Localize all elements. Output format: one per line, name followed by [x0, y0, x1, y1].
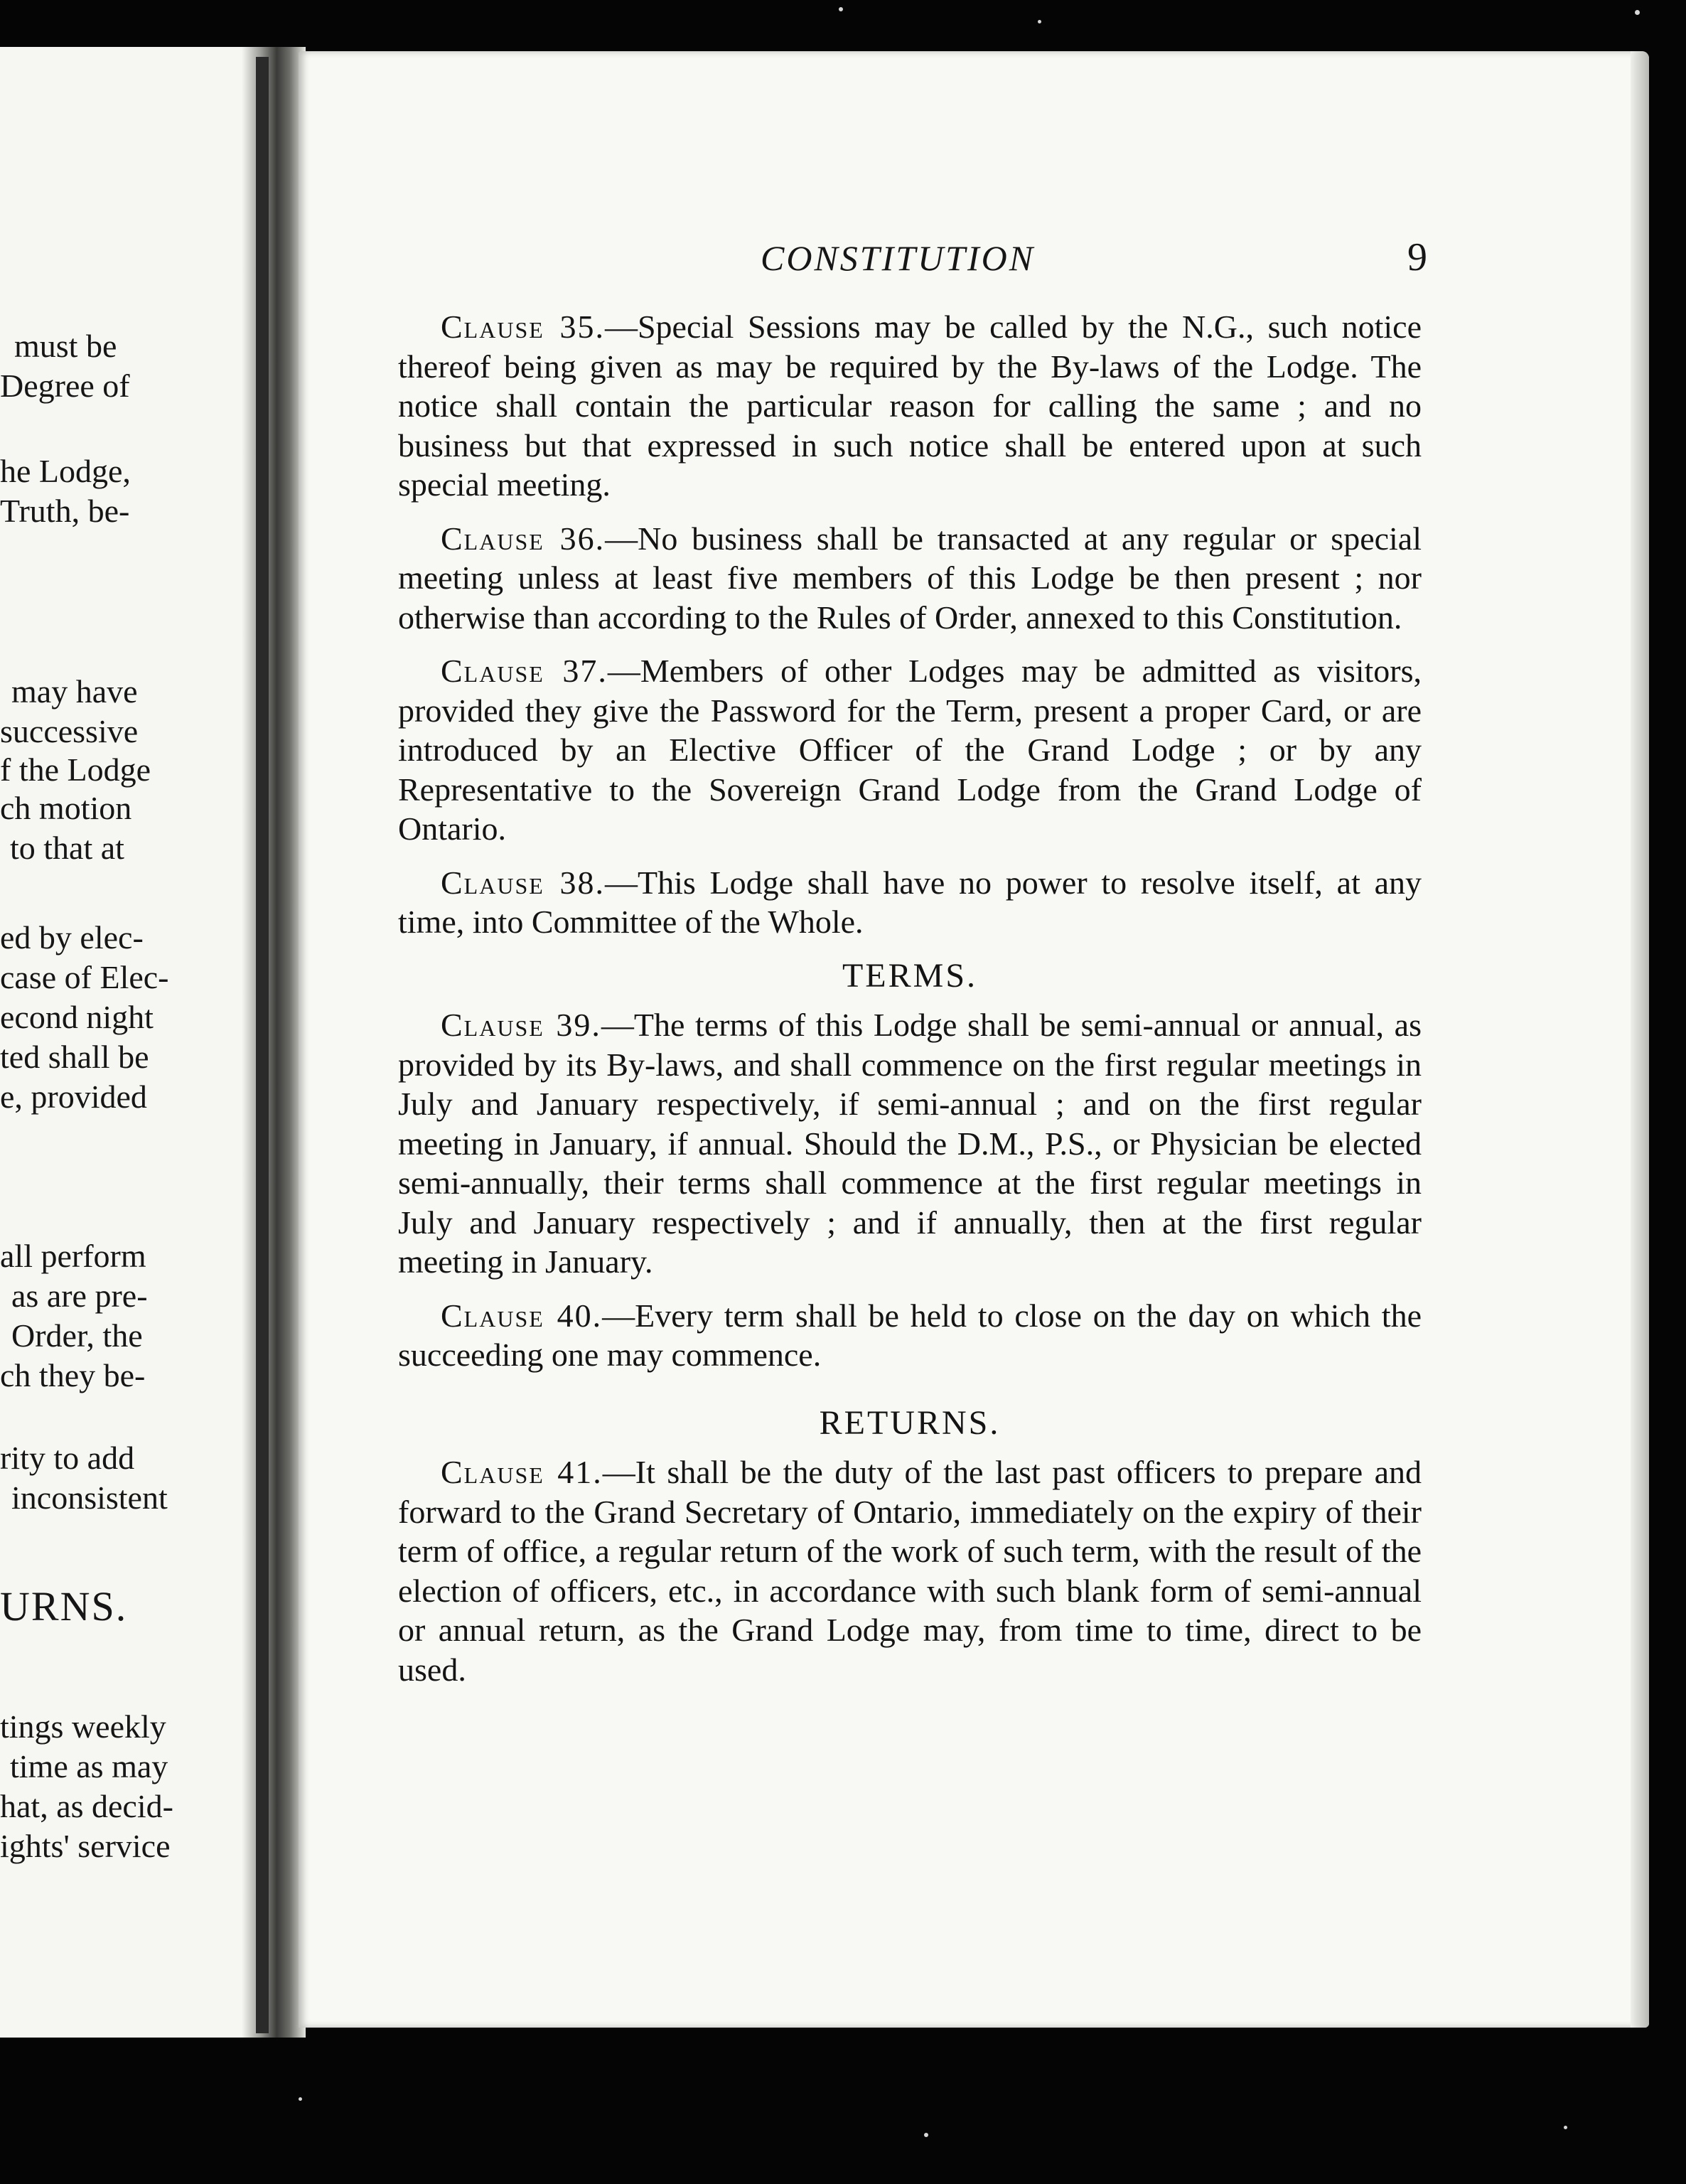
page-body: [398, 307, 1422, 1703]
running-header: CONSTITUTION: [761, 238, 1036, 278]
clause-label: Clause 38.: [441, 864, 606, 901]
scan-speck: [924, 2133, 928, 2137]
left-page-fragment: ted shall be: [0, 1039, 149, 1075]
left-page-fragment: inconsistent: [11, 1479, 168, 1516]
clause-36: [398, 519, 1422, 638]
clause-label: Clause 39.: [441, 1007, 601, 1043]
clause-38: [398, 863, 1422, 942]
left-page-fragment: may have: [11, 673, 138, 710]
scan-speck: [299, 2097, 302, 2101]
clause-35: [398, 307, 1422, 505]
left-page-fragment: f the Lodge: [0, 751, 151, 788]
clause-39: [398, 1005, 1422, 1282]
clause-label: Clause 40.: [441, 1297, 603, 1334]
left-page-fragment: ch motion: [0, 790, 132, 826]
page-number: 9: [1407, 235, 1427, 279]
scan-speck: [839, 7, 843, 11]
left-page-fragment: ed by elec-: [0, 919, 144, 956]
left-page-fragment: econd night: [0, 999, 154, 1035]
scan-speck: [1635, 10, 1640, 15]
left-page-fragment: tings weekly: [0, 1708, 166, 1745]
clause-40: [398, 1296, 1422, 1375]
book-spine-edge: [256, 57, 269, 2033]
left-page-fragment: time as may: [10, 1748, 168, 1784]
left-page-heading-fragment: URNS.: [0, 1583, 128, 1629]
page-edge: [1631, 51, 1649, 2028]
left-page-fragment: Truth, be-: [0, 493, 130, 529]
left-page-fragment: case of Elec-: [0, 959, 169, 995]
clause-text: —Special Sessions may be called by the N.G., such notice thereof being given as may be required by the By-laws of the Lodge. The notice shall contain the particular reason for calling the same ; and no business but that expressed in such notice shall be entered upon at such special meeting.: [398, 309, 1422, 503]
clause-text: —Every term shall be held to close on the day on which the succeeding one may commence.: [398, 1297, 1422, 1373]
clause-label: Clause 36.: [441, 520, 606, 557]
left-page-fragment: rity to add: [0, 1440, 135, 1476]
clause-text: —No business shall be transacted at any regular or special meeting unless at least five members of this Lodge be then present ; nor otherwise than according to the Rules of Order, annexed to this Constitution.: [398, 520, 1422, 636]
left-page-fragment: all perform: [0, 1238, 146, 1274]
right-page: [299, 51, 1649, 2028]
clause-text: —Members of other Lodges may be admitted as visitors, provided they give the Password for the Term, present a proper Card, or are introduced by an Elective Officer of the Grand Lodge ; or by any Representative to the Sovereign Grand Lodge from the Grand Lodge of Ontario.: [398, 653, 1422, 847]
returns-heading: RETURNS.: [819, 1403, 1001, 1442]
left-page-fragment: Degree of: [0, 368, 130, 404]
left-page-fragment: Order, the: [11, 1317, 143, 1354]
left-page-fragment: ch they be-: [0, 1357, 146, 1393]
clause-text: —It shall be the duty of the last past officers to prepare and forward to the Grand Secretary of Ontario, immediately on the expiry of their term of office, a regular return of the work of such term, with the result of the election of officers, etc., in accordance with such blank form of semi-annual or annual return, as the Grand Lodge may, from time to time, direct to be used.: [398, 1454, 1422, 1688]
clause-label: Clause 41.: [441, 1454, 603, 1490]
clause-label: Clause 37.: [441, 653, 608, 689]
left-page-fragment: as are pre-: [11, 1278, 148, 1314]
clause-text: —The terms of this Lodge shall be semi-annual or annual, as provided by its By-laws, and shall commence on the first regular meetings in July and January respectively, if semi-annual ; and on the first regular meeting in January, if annual. Should the D.M., P.S., or Physician be elected semi-annually, their terms shall commence at the first regular meetings in July and January respectively ; and if annually, then at the first regular meeting in January.: [398, 1007, 1422, 1280]
book-gutter-shadow: [242, 47, 306, 2038]
scan-speck: [1564, 2126, 1567, 2129]
terms-heading: TERMS.: [842, 956, 978, 995]
left-page-fragment: ights' service: [0, 1828, 171, 1864]
left-page-fragment: he Lodge,: [0, 453, 131, 489]
clause-37: [398, 651, 1422, 849]
left-page-fragment: e, provided: [0, 1078, 147, 1115]
left-page-fragment: to that at: [10, 830, 124, 866]
clause-41: [398, 1452, 1422, 1689]
left-page-fragment: hat, as decid-: [0, 1788, 173, 1824]
left-page-fragment: successive: [0, 713, 139, 749]
clause-label: Clause 35.: [441, 309, 605, 345]
scan-speck: [1038, 20, 1041, 23]
left-page-fragment: must be: [14, 328, 117, 364]
clause-text: —This Lodge shall have no power to resolve itself, at any time, into Committee of the Whole.: [398, 864, 1422, 940]
